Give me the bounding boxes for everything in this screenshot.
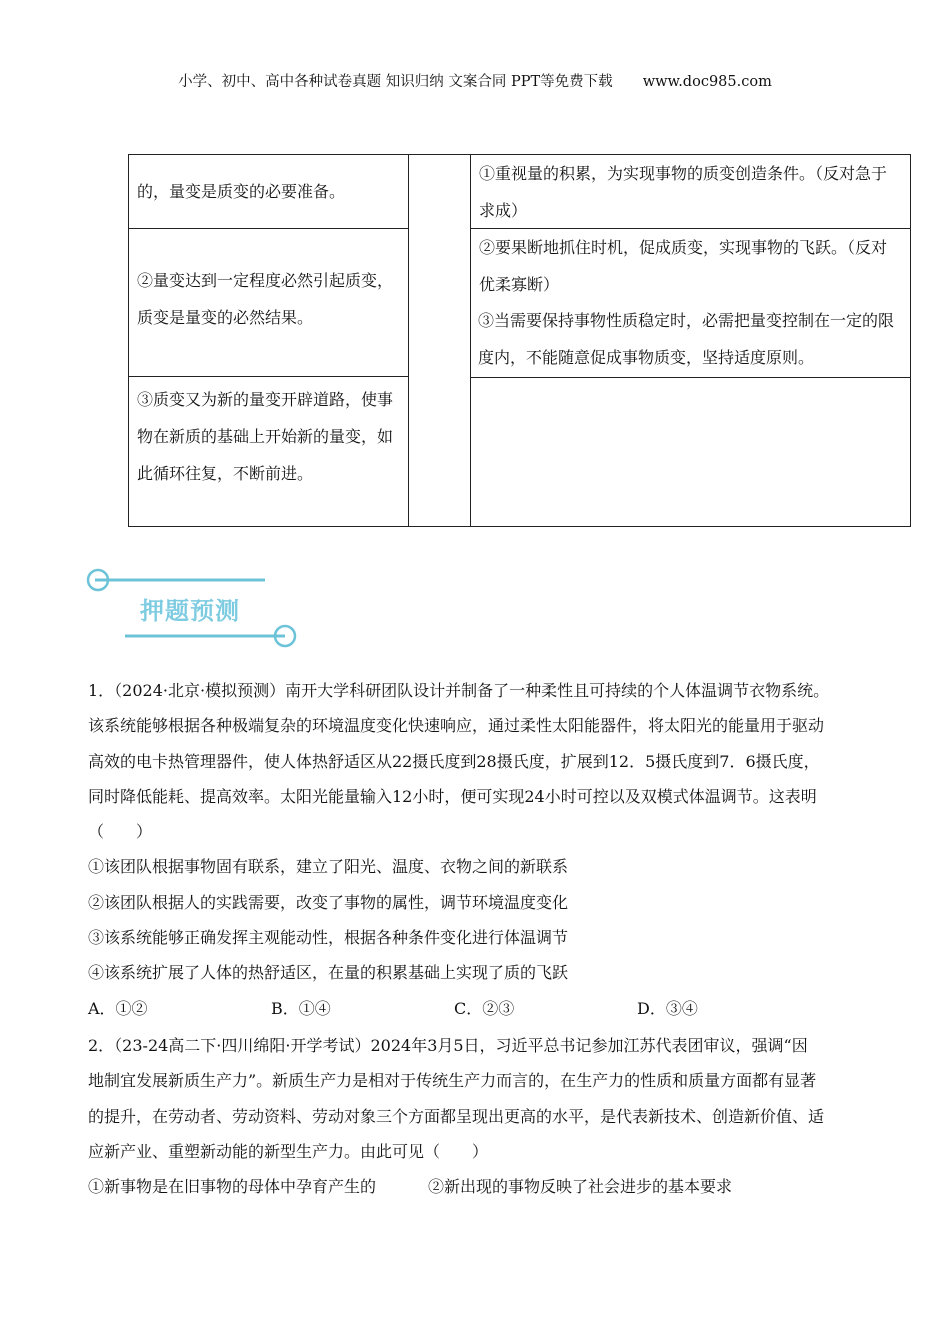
option-b: B．①④	[271, 998, 331, 1018]
q1-answer-blank: （ ）	[88, 822, 153, 842]
section-banner	[85, 563, 305, 653]
table-cell: ①重视量的积累，为实现事物的质变创造条件。（反对急于求成）	[470, 154, 911, 229]
q2-statement: ②新出现的事物反映了社会进步的基本要求	[428, 1177, 733, 1197]
q1-line: 同时降低能耗、提高效率。太阳光能量输入12小时，便可实现24小时可控以及双模式体温调节。这表明	[88, 786, 817, 806]
q1-line: 高效的电卡热管理器件，使人体热舒适区从22摄氏度到28摄氏度，扩展到12．5摄氏度到7．6摄氏度，	[88, 751, 820, 771]
option-c: C．②③	[454, 998, 515, 1018]
q1-statement: ④该系统扩展了人体的热舒适区，在量的积累基础上实现了质的飞跃	[88, 963, 569, 983]
q2-line: 应新产业、重塑新动能的新型生产力。由此可见（ ）	[88, 1141, 489, 1161]
header-site: www.doc985.com	[642, 74, 772, 90]
question-list	[88, 673, 888, 1204]
table-cell: ③质变又为新的量变开辟道路，使事物在新质的基础上开始新的量变，如此循环往复，不断前进。	[128, 376, 409, 527]
q1-statement: ①该团队根据事物固有联系，建立了阳光、温度、衣物之间的新联系	[88, 857, 569, 877]
q2-line: 2．（23-24高二下·四川绵阳·开学考试）2024年3月5日，习近平总书记参加江苏代表团审议，强调“因	[88, 1035, 808, 1055]
table-cell: ②要果断地抓住时机，促成质变，实现事物的飞跃。（反对优柔寡断）	[470, 228, 911, 378]
table-cell: ③当需要保持事物性质稳定时，必需把量变控制在一定的限度内，不能随意促成事物质变，坚持适度原则。	[478, 311, 895, 367]
q1-statement: ③该系统能够正确发挥主观能动性，根据各种条件变化进行体温调节	[88, 928, 569, 948]
banner-title: 押题预测	[140, 597, 240, 625]
header-text: 小学、初中、高中各种试卷真题 知识归纳 文案合同 PPT等免费下载	[178, 74, 613, 90]
table-cell: 的，量变是质变的必要准备。	[128, 154, 409, 229]
page-header	[0, 70, 950, 91]
q2-statements	[88, 1169, 888, 1204]
table-cell-empty	[408, 154, 471, 527]
option-a: A．①②	[88, 998, 148, 1018]
q2-line: 的提升，在劳动者、劳动资料、劳动对象三个方面都呈现出更高的水平，是代表新技术、创造新价值、适	[88, 1106, 825, 1126]
table-cell: ②量变达到一定程度必然引起质变，质变是量变的必然结果。	[128, 228, 409, 377]
q1-line: 该系统能够根据各种极端复杂的环境温度变化快速响应，通过柔性太阳能器件，将太阳光的能量用于驱动	[88, 716, 825, 736]
q2-statement: ①新事物是在旧事物的母体中孕育产生的	[88, 1177, 377, 1197]
q2-line: 地制宜发展新质生产力”。新质生产力是相对于传统生产力而言的，在生产力的性质和质量方面都有显著	[88, 1071, 817, 1091]
table-cell-empty	[470, 377, 911, 527]
q1-statement: ②该团队根据人的实践需要，改变了事物的属性，调节环境温度变化	[88, 892, 569, 912]
q1-options	[88, 991, 888, 1026]
q1-line: 1．（2024·北京·模拟预测）南开大学科研团队设计并制备了一种柔性且可持续的个人体温调节衣物系统。	[88, 681, 830, 700]
option-d: D．③④	[637, 998, 698, 1018]
